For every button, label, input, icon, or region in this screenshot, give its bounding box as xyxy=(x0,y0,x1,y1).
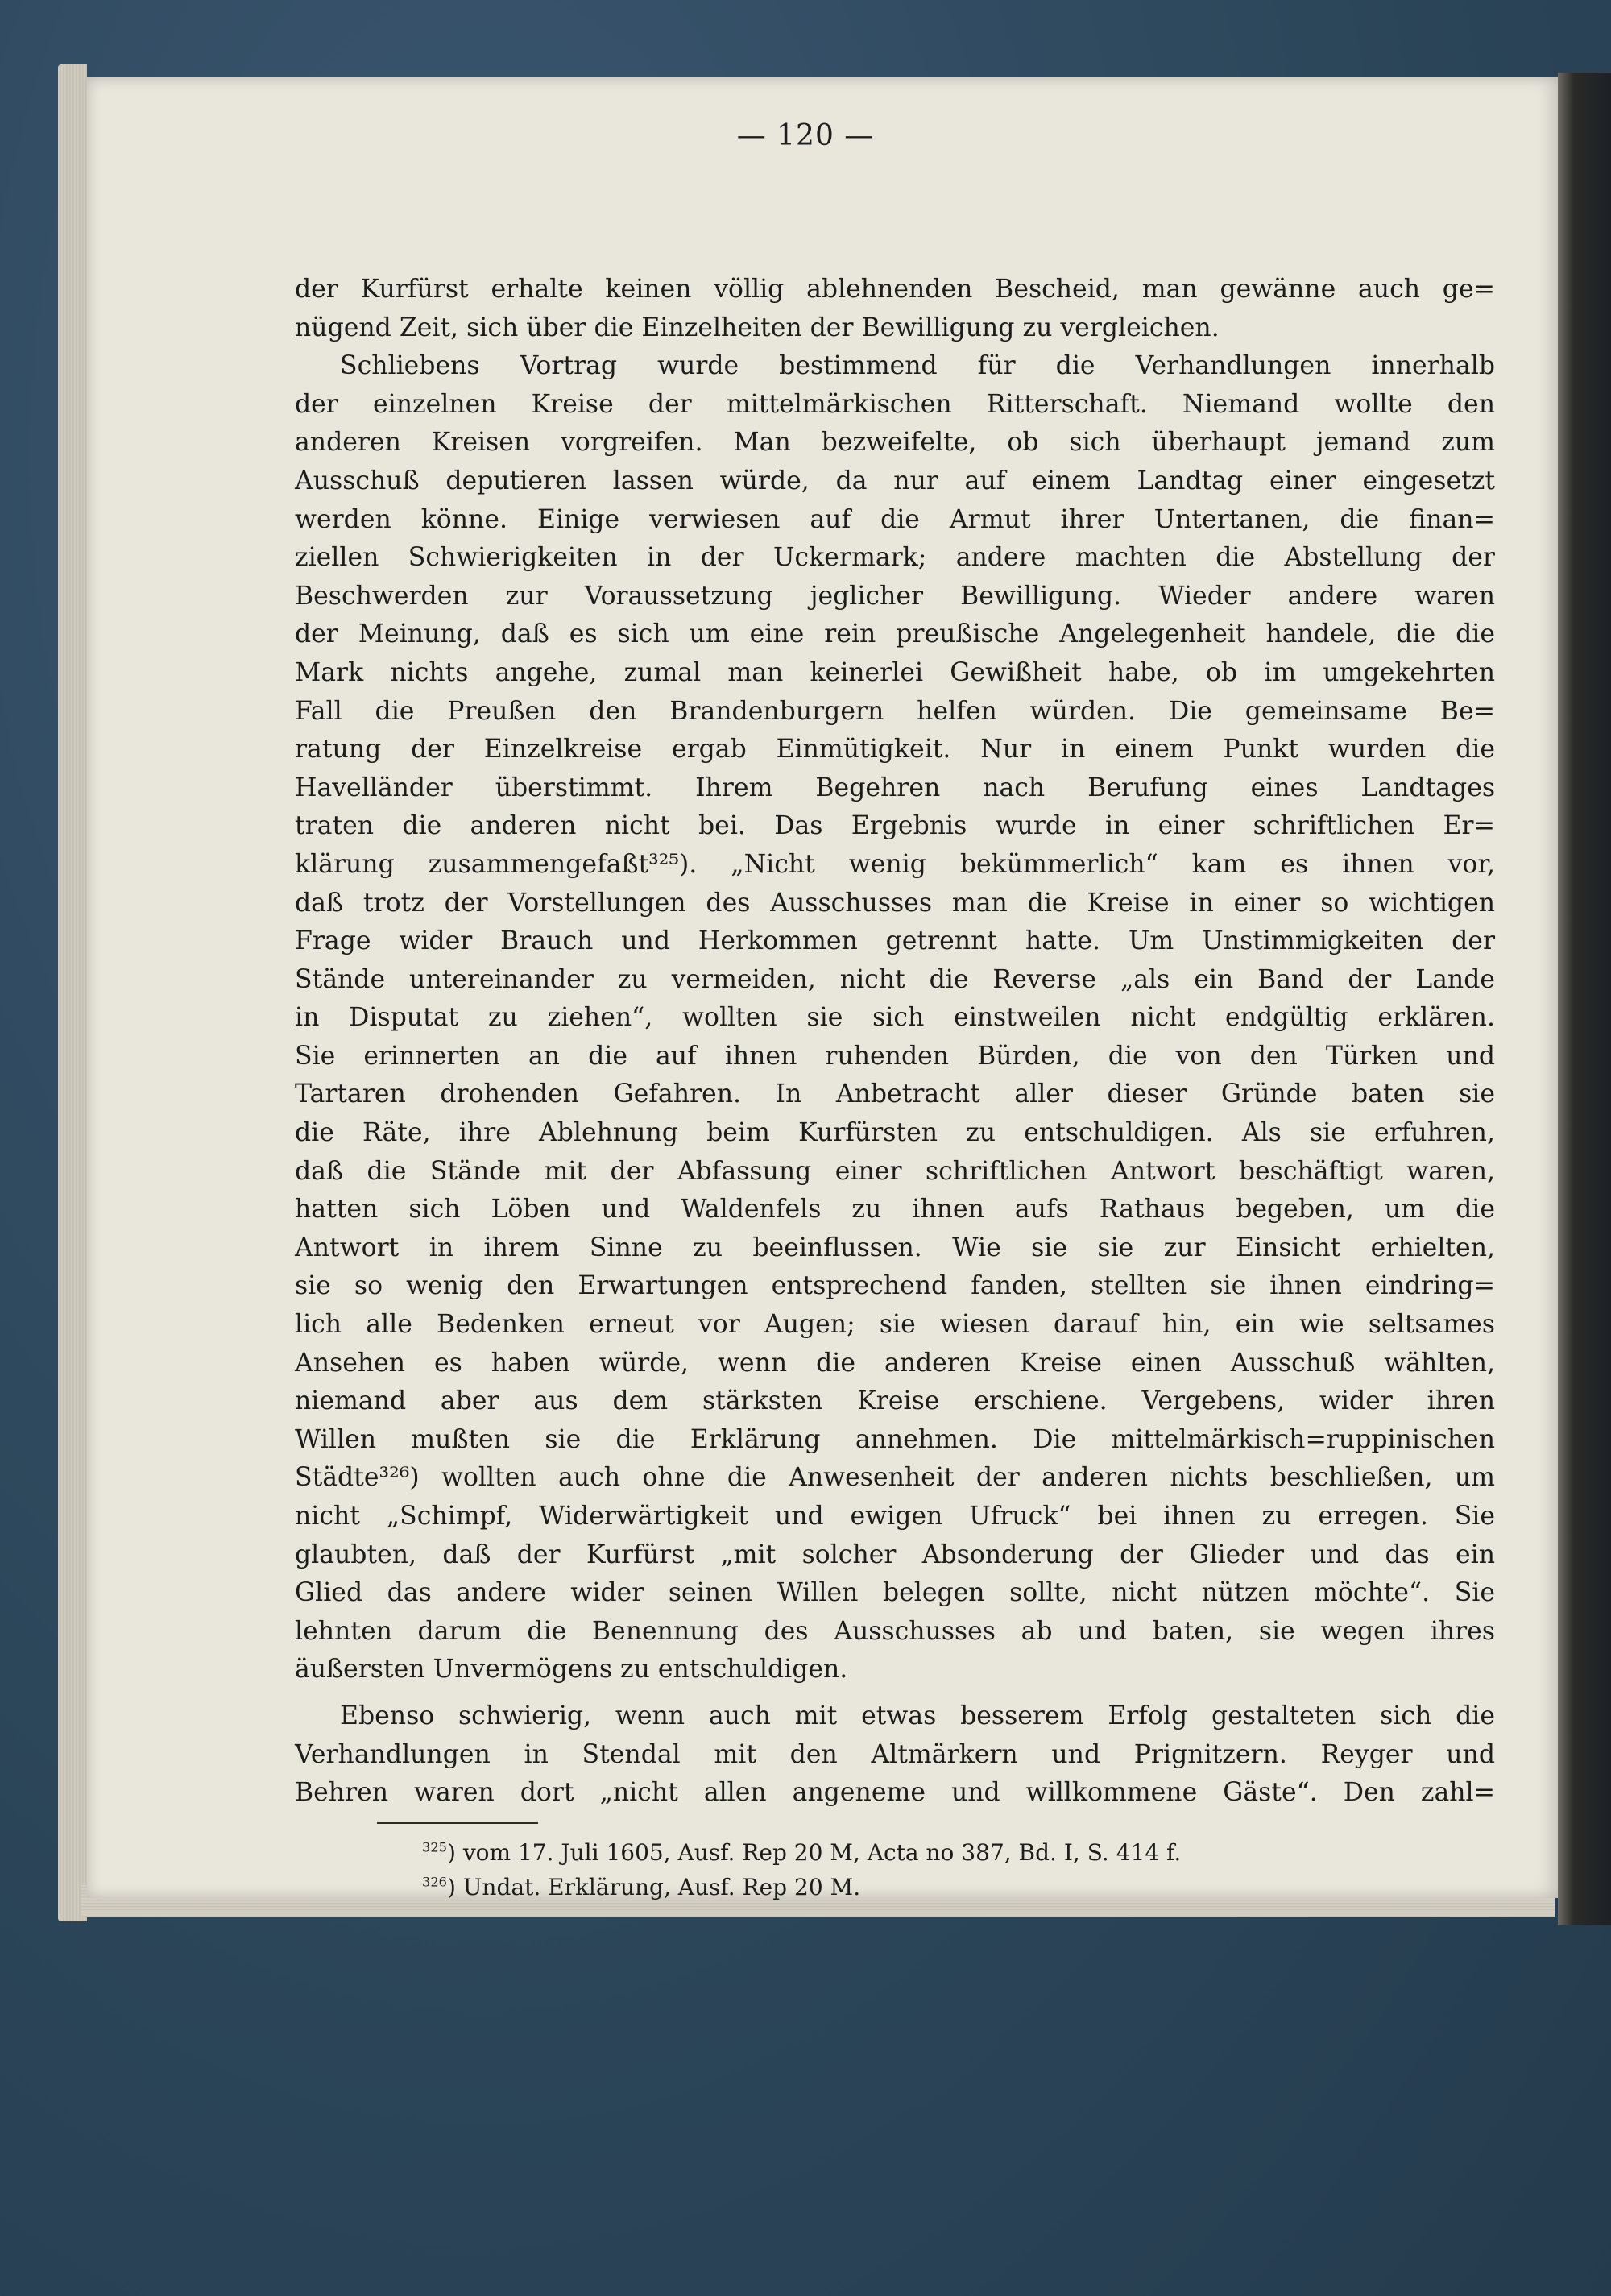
text-line: daß die Stände mit der Abfassung einer schriftlichen Antwort beschäftigt waren, xyxy=(295,1156,1495,1186)
text-line: Stände untereinander zu vermeiden, nicht die Reverse „als ein Band der Lande xyxy=(295,964,1495,994)
text-line: Beschwerden zur Voraussetzung jeglicher Bewilligung. Wieder andere waren xyxy=(295,581,1495,611)
text-line: niemand aber aus dem stärksten Kreise erschiene. Vergebens, wider ihren xyxy=(295,1386,1495,1416)
footnote-separator xyxy=(377,1822,538,1824)
text-line: nicht „Schimpf, Widerwärtigkeit und ewigen Ufruck“ bei ihnen zu erregen. Sie xyxy=(295,1502,1495,1531)
text-line: lich alle Bedenken erneut vor Augen; sie wiesen darauf hin, ein wie seltsames xyxy=(295,1310,1495,1340)
paragraph xyxy=(295,1697,1495,1813)
text-line: glaubten, daß der Kurfürst „mit solcher Absonderung der Glieder und das ein xyxy=(295,1540,1495,1569)
text-line: Ansehen es haben würde, wenn die anderen Kreise einen Ausschuß wählten, xyxy=(295,1348,1495,1378)
text-line: Willen mußten sie die Erklärung annehmen. Die mittelmärkisch=ruppinischen xyxy=(295,1424,1495,1454)
footnotes xyxy=(422,1835,1469,1904)
text-line: Ebenso schwierig, wenn auch mit etwas besserem Erfolg gestalteten sich die xyxy=(340,1701,1495,1730)
footnote xyxy=(422,1835,1469,1870)
paragraph xyxy=(295,347,1495,1689)
text-line: der Meinung, daß es sich um eine rein preußische Angelegenheit handele, die die xyxy=(295,620,1495,649)
text-line: Tartaren drohenden Gefahren. In Anbetracht aller dieser Gründe baten sie xyxy=(295,1080,1495,1109)
text-line: klärung zusammengefaßt³²⁵). „Nicht wenig bekümmerlich“ kam es ihnen vor, xyxy=(295,849,1495,879)
text-line: Städte³²⁶) wollten auch ohne die Anwesenheit der anderen nichts beschließen, um xyxy=(295,1463,1495,1493)
text-line: nügend Zeit, sich über die Einzelheiten der Bewilligung zu vergleichen. xyxy=(295,313,1220,342)
text-line: Mark nichts angehe, zumal man keinerlei Gewißheit habe, ob im umgekehrten xyxy=(295,657,1495,687)
footnote-marker: 326 xyxy=(422,1874,447,1890)
text-line: der einzelnen Kreise der mittelmärkischen Ritterschaft. Niemand wollte den xyxy=(295,389,1495,419)
text-line: hatten sich Löben und Waldenfels zu ihnen aufs Rathaus begeben, um die xyxy=(295,1195,1495,1225)
footnote-text: ) vom 17. Juli 1605, Ausf. Rep 20 M, Acta no 387, Bd. I, S. 414 f. xyxy=(447,1839,1182,1866)
body-text xyxy=(295,271,1495,1813)
footnote-marker: 325 xyxy=(422,1839,447,1855)
text-line: Frage wider Brauch und Herkommen getrennt hatte. Um Unstimmigkeiten der xyxy=(295,926,1495,956)
text-line: in Disputat zu ziehen“, wollten sie sich einstweilen nicht endgültig erklären. xyxy=(295,1003,1495,1033)
paragraph-spacing xyxy=(295,1689,1495,1697)
text-line: Behren waren dort „nicht allen angeneme und willkommene Gäste“. Den zahl= xyxy=(295,1778,1495,1808)
page-stack-edge xyxy=(58,64,87,1921)
text-line: äußersten Unvermögens zu entschuldigen. xyxy=(295,1655,848,1685)
footnote xyxy=(422,1870,1469,1904)
text-line: ziellen Schwierigkeiten in der Uckermark; andere machten die Abstellung der xyxy=(295,543,1495,573)
text-line: werden könne. Einige verwiesen auf die Armut ihrer Untertanen, die finan= xyxy=(295,504,1495,534)
text-line: Sie erinnerten an die auf ihnen ruhenden Bürden, die von den Türken und xyxy=(295,1041,1495,1071)
book-gutter xyxy=(1558,73,1611,1925)
text-line: Verhandlungen in Stendal mit den Altmärkern und Prignitzern. Reyger und xyxy=(295,1739,1495,1769)
text-line: ratung der Einzelkreise ergab Einmütigkeit. Nur in einem Punkt wurden die xyxy=(295,735,1495,765)
page-number: — 120 — xyxy=(736,119,875,152)
text-line: lehnten darum die Benennung des Ausschusses ab und baten, sie wegen ihres xyxy=(295,1616,1495,1646)
footnote-text: ) Undat. Erklärung, Ausf. Rep 20 M. xyxy=(447,1874,861,1900)
text-line: die Räte, ihre Ablehnung beim Kurfürsten zu entschuldigen. Als sie erfuhren, xyxy=(295,1118,1495,1148)
text-line: der Kurfürst erhalte keinen völlig ablehnenden Bescheid, man gewänne auch ge= xyxy=(295,275,1495,304)
text-line: daß trotz der Vorstellungen des Ausschusses man die Kreise in einer so wichtigen xyxy=(295,888,1495,918)
text-line: Fall die Preußen den Brandenburgern helfen würden. Die gemeinsame Be= xyxy=(295,696,1495,726)
text-line: sie so wenig den Erwartungen entsprechend fanden, stellten sie ihnen eindring= xyxy=(295,1271,1495,1301)
text-line: Antwort in ihrem Sinne zu beeinflussen. Wie sie sie zur Einsicht erhielten, xyxy=(295,1233,1495,1262)
paragraph xyxy=(295,271,1495,347)
text-line: Schliebens Vortrag wurde bestimmend für die Verhandlungen innerhalb xyxy=(340,351,1495,381)
text-line: Havelländer überstimmt. Ihrem Begehren nach Berufung eines Landtages xyxy=(295,773,1495,802)
text-line: Glied das andere wider seinen Willen belegen sollte, nicht nützen möchte“. Sie xyxy=(295,1578,1495,1608)
text-line: Ausschuß deputieren lassen würde, da nur auf einem Landtag einer eingesetzt xyxy=(295,466,1495,495)
text-line: anderen Kreisen vorgreifen. Man bezweifelte, ob sich überhaupt jemand zum xyxy=(295,428,1495,458)
text-line: traten die anderen nicht bei. Das Ergebnis wurde in einer schriftlichen Er= xyxy=(295,811,1495,841)
